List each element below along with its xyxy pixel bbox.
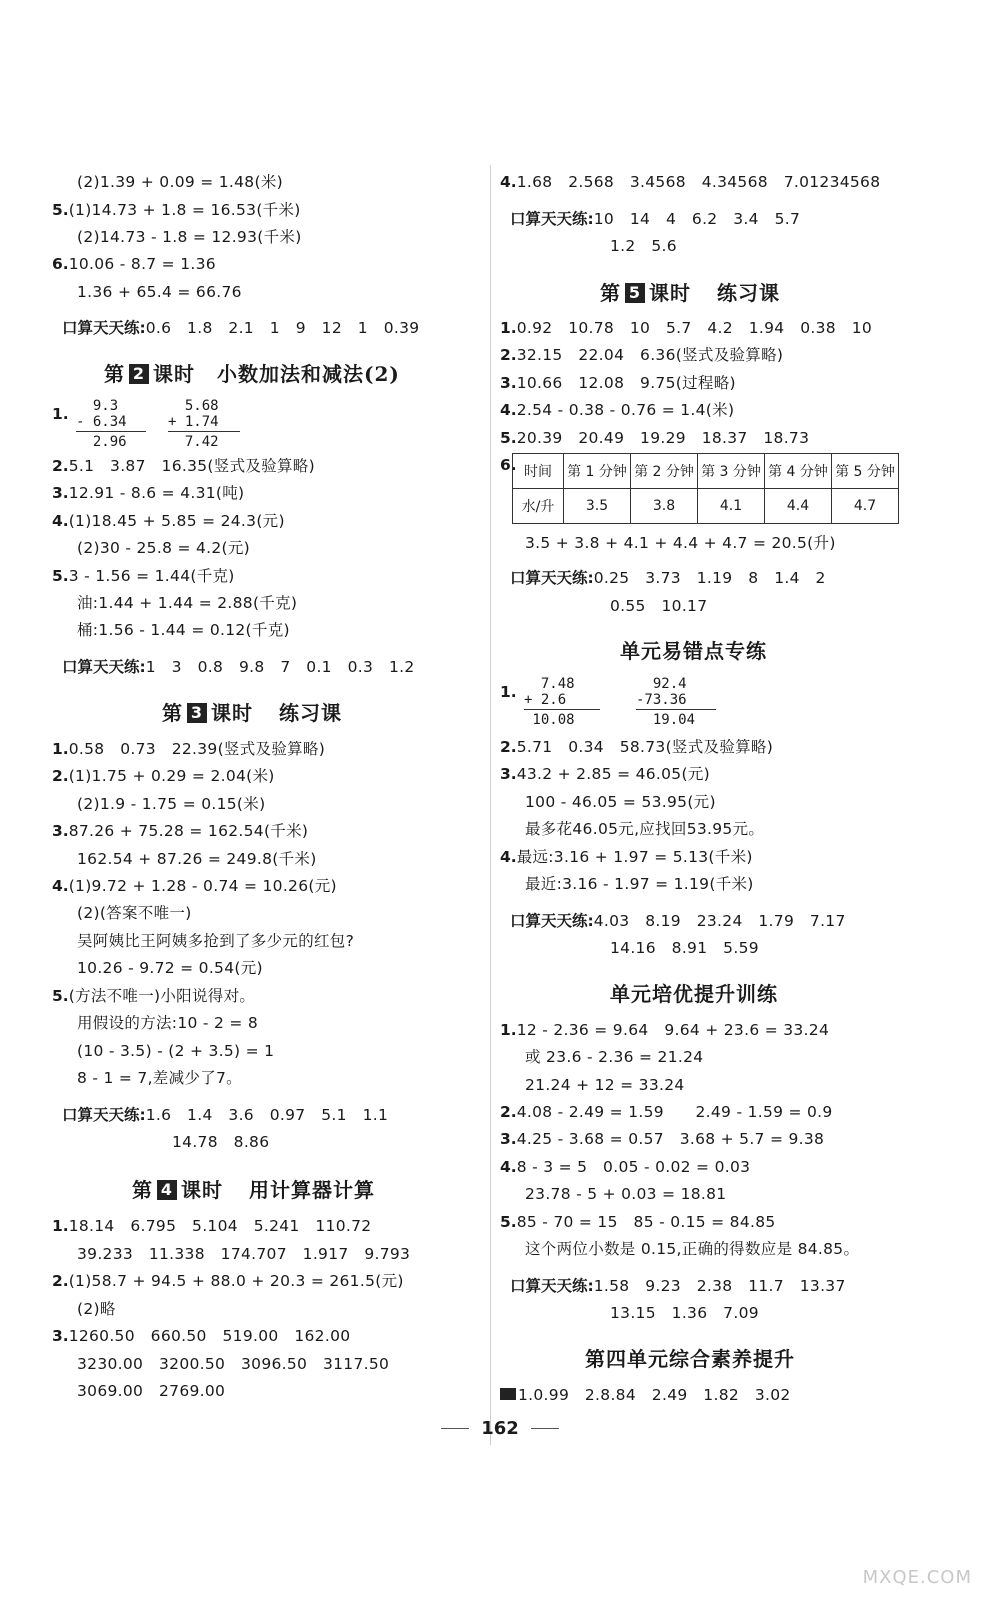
answer-line: 8 - 1 = 7,差减少了7。: [77, 1069, 242, 1087]
answer-line: [52, 511, 285, 531]
section-heading: 第四单元综合素养提升: [585, 1347, 795, 1371]
answer-text: 87.26 + 75.28 = 162.54(千米): [68, 822, 309, 840]
heading-di: 第: [600, 281, 621, 305]
question-number: 2.: [500, 738, 517, 756]
heading-di: 第: [162, 701, 183, 725]
answer-line: 吴阿姨比王阿姨多抢到了多少元的红包?: [77, 932, 355, 950]
answer-line: 39.233 11.338 174.707 1.917 9.793: [77, 1245, 411, 1263]
calc-row: - 6.34: [76, 414, 127, 430]
calc-row: + 2.6: [524, 692, 567, 708]
calc-row: + 1.74: [168, 414, 219, 430]
kousuan-values: 4.03 8.19 23.24 1.79 7.17: [593, 912, 846, 930]
answer-text: 3 - 1.56 = 1.44(千克): [68, 567, 235, 585]
answer-line: 油:1.44 + 1.44 = 2.88(千克): [77, 594, 298, 612]
page-number-text: 162: [481, 1418, 519, 1439]
heading-di: 第: [104, 362, 125, 386]
lesson-heading-4: [132, 1177, 375, 1203]
page-number: [0, 1418, 1000, 1439]
kousuan-line: 14.16 8.91 5.59: [610, 939, 759, 957]
calc-row: 92.4: [636, 676, 687, 692]
answer-text: 18.14 6.795 5.104 5.241 110.72: [68, 1217, 372, 1235]
answer-line: [500, 1212, 776, 1232]
answer-line: 100 - 46.05 = 53.95(元): [525, 793, 716, 811]
answer-line: 10.26 - 9.72 = 0.54(元): [77, 959, 263, 977]
answer-text: 32.15 22.04 6.36(竖式及验算略): [516, 346, 784, 364]
answer-text: 1.68 2.568 3.4568 4.34568 7.01234568: [516, 173, 881, 191]
answer-line: 3.5 + 3.8 + 4.1 + 4.4 + 4.7 = 20.5(升): [525, 534, 836, 552]
table-cell: 4.1: [698, 489, 765, 524]
question-number: 2.: [52, 457, 69, 475]
lesson-number-box: 3: [187, 703, 207, 723]
question-number: 3.: [500, 374, 517, 392]
answer-line: [52, 1216, 371, 1236]
column-divider: [490, 165, 491, 1445]
answer-line: 或 23.6 - 2.36 = 21.24: [525, 1048, 704, 1066]
dash-right: [531, 1428, 559, 1429]
lesson-number-box: 5: [625, 283, 645, 303]
dash-left: [441, 1428, 469, 1429]
answer-line: 23.78 - 5 + 0.03 = 18.81: [525, 1185, 727, 1203]
answer-line: 3069.00 2769.00: [77, 1382, 226, 1400]
answer-line: [52, 1271, 404, 1291]
answer-line: (10 - 3.5) - (2 + 3.5) = 1: [77, 1042, 275, 1060]
answer-text: (1)14.73 + 1.8 = 16.53(千米): [68, 201, 301, 219]
question-number: 3.: [500, 765, 517, 783]
answer-line: [500, 737, 773, 757]
answer-line: [500, 764, 710, 784]
kousuan-line: 0.55 10.17: [610, 597, 708, 615]
kousuan-values: 0.25 3.73 1.19 8 1.4 2: [593, 569, 826, 587]
question-number: 1.: [500, 1021, 517, 1039]
answer-text: 10.66 12.08 9.75(过程略): [516, 374, 736, 392]
table-cell: 4.4: [765, 489, 832, 524]
answer-line: [52, 456, 315, 476]
question-number: 3.: [52, 1327, 69, 1345]
answer-line: [52, 876, 337, 896]
answer-text: 20.39 20.49 19.29 18.37 18.73: [516, 429, 810, 447]
answer-line: [52, 1326, 350, 1346]
answer-text: 12.91 - 8.6 = 4.31(吨): [68, 484, 245, 502]
kousuan-line: [62, 318, 419, 338]
answer-line: [500, 400, 734, 420]
kousuan-line: [62, 1105, 388, 1125]
answer-text: 5.1 3.87 16.35(竖式及验算略): [68, 457, 315, 475]
question-number: 4.: [500, 173, 517, 191]
answer-text: 8 - 3 = 5 0.05 - 0.02 = 0.03: [516, 1158, 751, 1176]
answer-line: (2)略: [77, 1300, 116, 1318]
answer-text: 0.58 0.73 22.39(竖式及验算略): [68, 740, 326, 758]
table-header-row: [513, 454, 899, 489]
calc-bar: [168, 431, 240, 432]
question-number: 4.: [52, 877, 69, 895]
answer-line: [52, 566, 235, 586]
answer-text: (方法不唯一)小阳说得对。: [68, 987, 256, 1005]
question-number: 1.: [500, 319, 517, 337]
answer-text: (1)9.72 + 1.28 - 0.74 = 10.26(元): [68, 877, 337, 895]
answer-line: (2)1.9 - 1.75 = 0.15(米): [77, 795, 266, 813]
section-heading: 单元易错点专练: [620, 639, 767, 663]
question-number: 1.: [52, 405, 69, 423]
calc-bar: [636, 709, 716, 710]
kousuan-line: [510, 209, 800, 229]
answer-line: [52, 986, 255, 1006]
answer-line: [500, 172, 880, 192]
kousuan-line: [510, 911, 846, 931]
answer-line: [500, 1020, 829, 1040]
answer-line: [52, 766, 275, 786]
answer-text: 12 - 2.36 = 9.64 9.64 + 23.6 = 33.24: [516, 1021, 830, 1039]
answer-line: 162.54 + 87.26 = 249.8(千米): [77, 850, 317, 868]
table-cell: 4.7: [832, 489, 899, 524]
kousuan-line: 13.15 1.36 7.09: [610, 1304, 759, 1322]
kousuan-line: 1.2 5.6: [610, 237, 677, 255]
answer-line: 桶:1.56 - 1.44 = 0.12(千克): [77, 621, 290, 639]
answer-text: 5.71 0.34 58.73(竖式及验算略): [516, 738, 774, 756]
calc-bar: [76, 431, 146, 432]
answer-line: [500, 847, 753, 867]
kousuan-label: 口算天天练:: [62, 658, 146, 676]
answer-text: 85 - 70 = 15 85 - 0.15 = 84.85: [516, 1213, 776, 1231]
lesson-heading-3: [162, 700, 342, 726]
question-number: 2.: [500, 346, 517, 364]
question-number: 1.: [52, 740, 69, 758]
kousuan-line: [510, 1276, 846, 1296]
calc-row: -73.36: [636, 692, 687, 708]
question-number: 5.: [52, 567, 69, 585]
calc-row: 7.42: [168, 434, 219, 450]
answer-line: (2)(答案不唯一): [77, 904, 192, 922]
answer-text: (1)18.45 + 5.85 = 24.3(元): [68, 512, 285, 530]
table-header: 第 2 分钟: [631, 454, 698, 489]
question-number: 2.: [500, 1103, 517, 1121]
calc-row: 7.48: [524, 676, 575, 692]
question-number: 3.: [52, 822, 69, 840]
answer-line: [52, 483, 244, 503]
kousuan-values: 1.58 9.23 2.38 11.7 13.37: [593, 1277, 846, 1295]
answer-line: 3230.00 3200.50 3096.50 3117.50: [77, 1355, 390, 1373]
kousuan-label: 口算天天练:: [62, 1106, 146, 1124]
heading-title: 用计算器计算: [249, 1178, 375, 1202]
answer-text: 最远:3.16 + 1.97 = 5.13(千米): [516, 848, 753, 866]
answer-line: [52, 200, 301, 220]
table-header: 第 5 分钟: [832, 454, 899, 489]
question-number: 5.: [52, 201, 69, 219]
kousuan-line: [62, 657, 415, 677]
heading-title: 小数加法和减法(2): [217, 362, 400, 386]
answer-line: [52, 254, 216, 274]
question-number: 4.: [52, 512, 69, 530]
kousuan-label: 口算天天练:: [510, 210, 594, 228]
kousuan-values: 1 3 0.8 9.8 7 0.1 0.3 1.2: [145, 658, 415, 676]
table-cell: 3.5: [564, 489, 631, 524]
question-number: 5.: [52, 987, 69, 1005]
answer-line: 最多花46.05元,应找回53.95元。: [525, 820, 765, 838]
answer-line: [500, 1102, 833, 1122]
water-table: [512, 453, 899, 524]
heading-keshi: 课时: [181, 1178, 223, 1202]
table-header: 时间: [513, 454, 564, 489]
answer-line: [500, 1129, 824, 1149]
answer-line: [500, 1157, 750, 1177]
lesson-heading-5: [600, 280, 780, 306]
question-number: 4.: [500, 401, 517, 419]
answer-line: 1.36 + 65.4 = 66.76: [77, 283, 242, 301]
answer-text: 4.25 - 3.68 = 0.57 3.68 + 5.7 = 9.38: [516, 1130, 825, 1148]
lesson-heading-2: [104, 361, 400, 387]
question-number: 5.: [500, 429, 517, 447]
answer-text: 43.2 + 2.85 = 46.05(元): [516, 765, 710, 783]
kousuan-values: 1.6 1.4 3.6 0.97 5.1 1.1: [145, 1106, 389, 1124]
heading-title: 练习课: [279, 701, 342, 725]
calc-row: 5.68: [168, 398, 219, 414]
heading-keshi: 课时: [153, 362, 195, 386]
heading-di: 第: [132, 1178, 153, 1202]
lesson-number-box: 4: [157, 1180, 177, 1200]
table-header: 第 4 分钟: [765, 454, 832, 489]
answer-line: (2)1.39 + 0.09 = 1.48(米): [77, 173, 283, 191]
answer-text: 1.0.99 2.8.84 2.49 1.82 3.02: [518, 1386, 791, 1404]
answer-line: (2)14.73 - 1.8 = 12.93(千米): [77, 228, 302, 246]
answer-text: (1)1.75 + 0.29 = 2.04(米): [68, 767, 275, 785]
question-number: 2.: [52, 1272, 69, 1290]
answer-line: [500, 428, 809, 448]
table-row: [513, 489, 899, 524]
answer-line: [52, 739, 325, 759]
question-number: 4.: [500, 1158, 517, 1176]
answer-line: [500, 345, 783, 365]
question-number: 6.: [52, 255, 69, 273]
calc-row: 9.3: [76, 398, 119, 414]
kousuan-label: 口算天天练:: [510, 569, 594, 587]
answer-line: 这个两位小数是 0.15,正确的得数应是 84.85。: [525, 1240, 860, 1258]
answer-text: 2.54 - 0.38 - 0.76 = 1.4(米): [516, 401, 735, 419]
question-number: 3.: [52, 484, 69, 502]
section-one-marker-icon: [500, 1388, 516, 1400]
question-number: 1.: [500, 683, 517, 701]
heading-title: 练习课: [717, 281, 780, 305]
answer-text: 4.08 - 2.49 = 1.59 2.49 - 1.59 = 0.9: [516, 1103, 833, 1121]
lesson-number-box: 2: [129, 364, 149, 384]
answer-line: 21.24 + 12 = 33.24: [525, 1076, 685, 1094]
question-number: 6.: [500, 456, 517, 474]
question-number: 3.: [500, 1130, 517, 1148]
table-cell: 水/升: [513, 489, 564, 524]
answer-line: [500, 1385, 791, 1405]
answer-line: (2)30 - 25.8 = 4.2(元): [77, 539, 251, 557]
question-number: 5.: [500, 1213, 517, 1231]
table-header: 第 1 分钟: [564, 454, 631, 489]
heading-keshi: 课时: [649, 281, 691, 305]
answer-line: [500, 373, 736, 393]
table-cell: 3.8: [631, 489, 698, 524]
answer-line: [52, 821, 308, 841]
kousuan-line: [510, 568, 826, 588]
calc-row: 19.04: [636, 712, 696, 728]
kousuan-values: 0.6 1.8 2.1 1 9 12 1 0.39: [145, 319, 420, 337]
answer-text: 0.92 10.78 10 5.7 4.2 1.94 0.38 10: [516, 319, 873, 337]
question-number: 1.: [52, 1217, 69, 1235]
answer-line: 最近:3.16 - 1.97 = 1.19(千米): [525, 875, 754, 893]
calc-row: 10.08: [524, 712, 575, 728]
watermark: MXQE.COM: [862, 1567, 972, 1588]
kousuan-label: 口算天天练:: [510, 912, 594, 930]
section-heading: 单元培优提升训练: [610, 982, 778, 1006]
question-number: 2.: [52, 767, 69, 785]
question-number: 4.: [500, 848, 517, 866]
calc-row: 2.96: [76, 434, 127, 450]
kousuan-values: 10 14 4 6.2 3.4 5.7: [593, 210, 801, 228]
calc-bar: [524, 709, 600, 710]
kousuan-label: 口算天天练:: [510, 1277, 594, 1295]
answer-line: [500, 318, 872, 338]
table-header: 第 3 分钟: [698, 454, 765, 489]
answer-text: 1260.50 660.50 519.00 162.00: [68, 1327, 351, 1345]
heading-keshi: 课时: [211, 701, 253, 725]
answer-text: (1)58.7 + 94.5 + 88.0 + 20.3 = 261.5(元): [68, 1272, 404, 1290]
kousuan-label: 口算天天练:: [62, 319, 146, 337]
kousuan-line: 14.78 8.86: [172, 1133, 270, 1151]
answer-line: 用假设的方法:10 - 2 = 8: [77, 1014, 259, 1032]
answer-text: 10.06 - 8.7 = 1.36: [68, 255, 216, 273]
